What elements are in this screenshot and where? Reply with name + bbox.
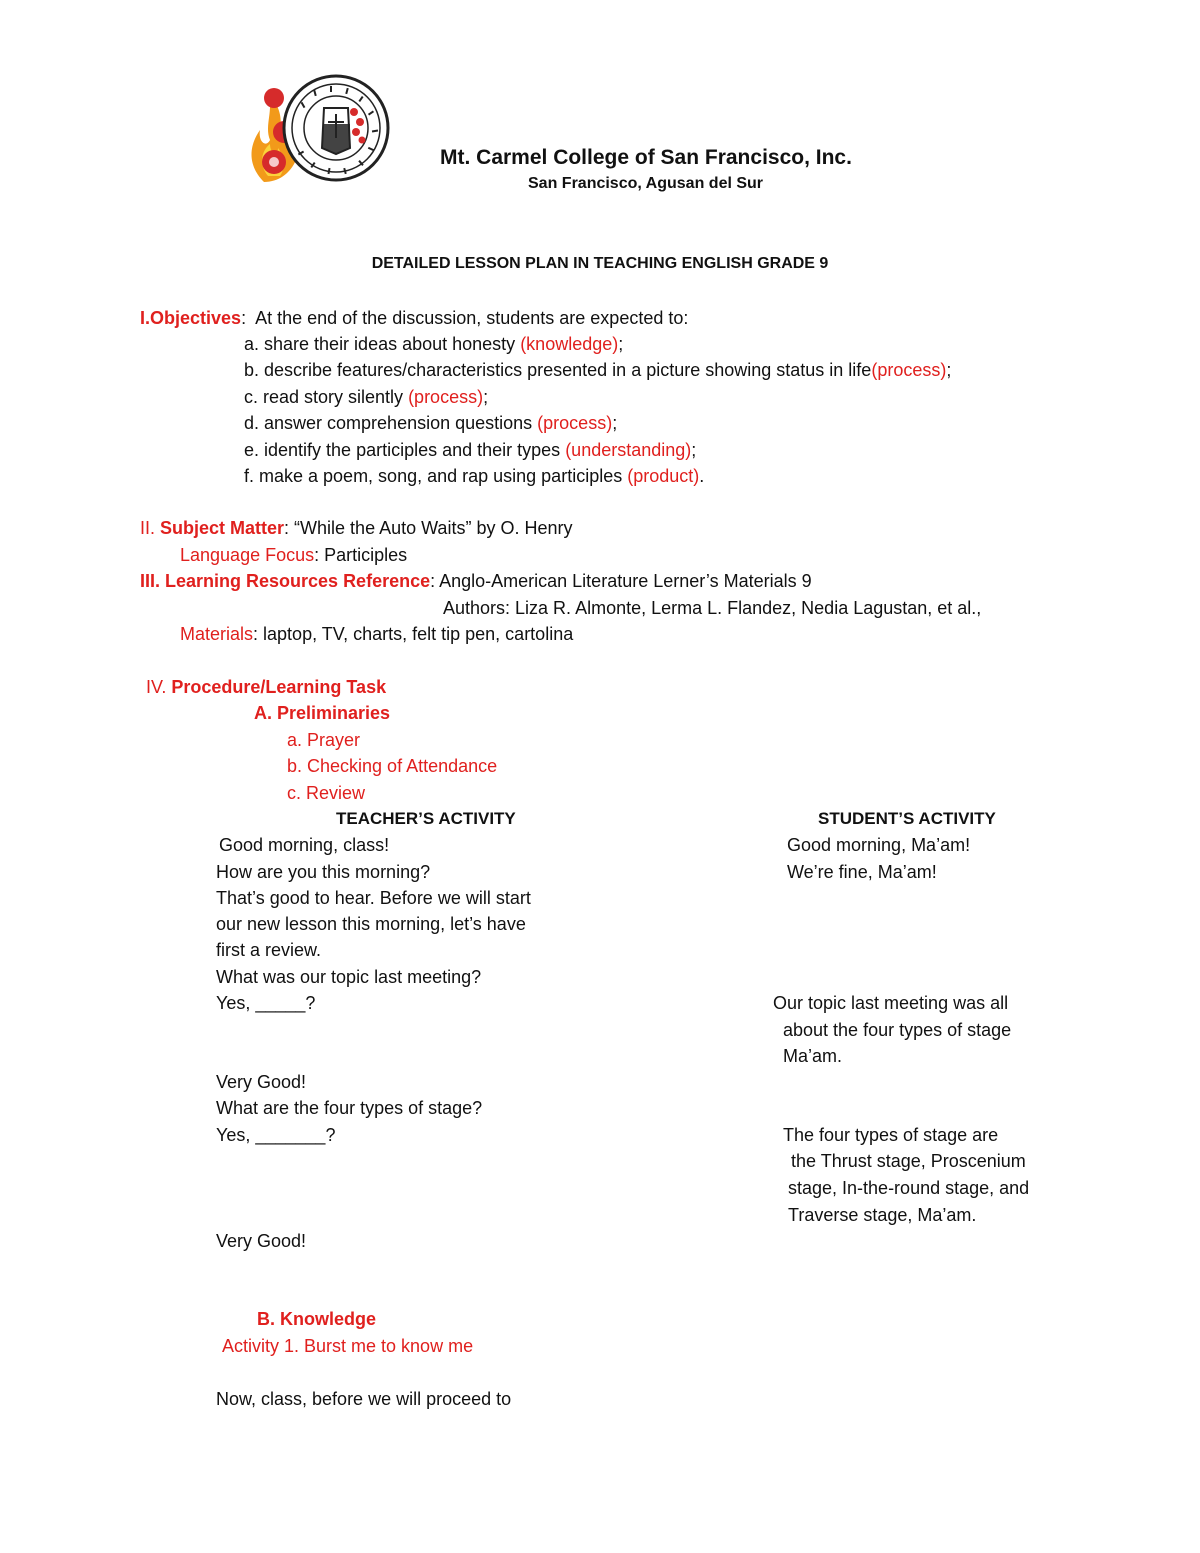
preliminaries-heading: A. Preliminaries (254, 703, 391, 723)
objective-text: d. answer comprehension questions (244, 413, 538, 433)
objective-end: ; (618, 334, 624, 354)
resources-value: : Anglo-American Literature Lerner’s Materials 9 (430, 571, 812, 591)
preliminary-item: c. Review (287, 783, 366, 803)
objective-tag: (product) (627, 466, 700, 486)
preliminary-item: b. Checking of Attendance (287, 756, 498, 776)
subject-matter-value: : “While the Auto Waits” by O. Henry (284, 518, 573, 538)
school-name: Mt. Carmel College of San Francisco, Inc. (440, 146, 852, 169)
objective-end: ; (691, 440, 697, 460)
school-address: San Francisco, Agusan del Sur (528, 175, 764, 192)
document-title: DETAILED LESSON PLAN IN TEACHING ENGLISH GRADE 9 (371, 255, 829, 272)
student-activity-heading: STUDENT’S ACTIVITY (818, 809, 996, 828)
objective-text: b. describe features/characteristics presented in a picture showing status in life (244, 360, 872, 380)
objective-item (244, 361, 951, 379)
school-seal-logo (244, 64, 394, 188)
language-focus-line (180, 546, 407, 564)
procedure-numeral: IV. (146, 677, 172, 697)
subject-matter-line (140, 519, 572, 537)
subject-matter-label: Subject Matter (160, 518, 285, 538)
objective-end: ; (946, 360, 952, 380)
objective-tag: (understanding) (565, 440, 692, 460)
objective-item (244, 441, 696, 459)
objective-text: e. identify the participles and their types (244, 440, 566, 460)
student-line: The four types of stage are (783, 1125, 999, 1145)
activity-1-title: Activity 1. Burst me to know me (222, 1336, 474, 1356)
teacher-line: Yes, _____? (216, 993, 316, 1013)
objective-text: a. share their ideas about honesty (244, 334, 521, 354)
procedure-label: Procedure/Learning Task (171, 677, 387, 697)
teacher-activity-heading: TEACHER’S ACTIVITY (336, 809, 516, 828)
objective-item (244, 388, 488, 406)
objective-tag: (process) (871, 360, 947, 380)
teacher-line: first a review. (216, 940, 322, 960)
objective-item (244, 335, 623, 353)
objectives-colon: : (241, 308, 247, 328)
objectives-heading-line (140, 309, 688, 327)
subject-matter-numeral: II. (140, 518, 161, 538)
objective-tag: (knowledge) (520, 334, 619, 354)
student-line: Good morning, Ma’am! (787, 835, 971, 855)
materials-line (180, 625, 573, 643)
teacher-line: Very Good! (216, 1231, 307, 1251)
student-line: stage, In-the-round stage, and (788, 1178, 1030, 1198)
objective-end: ; (612, 413, 618, 433)
objective-text: f. make a poem, song, and rap using participles (244, 466, 628, 486)
resources-authors: Authors: Liza R. Almonte, Lerma L. Flandez, Nedia Lagustan, et al., (443, 598, 982, 618)
student-line: Ma’am. (783, 1046, 843, 1066)
teacher-line: What was our topic last meeting? (216, 967, 482, 987)
student-line: Traverse stage, Ma’am. (788, 1205, 977, 1225)
teacher-line: What are the four types of stage? (216, 1098, 483, 1118)
language-focus-label: Language Focus (180, 545, 315, 565)
objective-text: c. read story silently (244, 387, 409, 407)
teacher-line: Very Good! (216, 1072, 307, 1092)
knowledge-heading: B. Knowledge (257, 1309, 377, 1329)
preliminary-item: a. Prayer (287, 730, 361, 750)
procedure-heading-line (146, 678, 386, 696)
language-focus-value: : Participles (314, 545, 408, 565)
teacher-line: Good morning, class! (219, 835, 390, 855)
objective-item (244, 467, 704, 485)
resources-label: III. Learning Resources Reference (140, 571, 431, 591)
objective-end: . (699, 466, 705, 486)
closing-line: Now, class, before we will proceed to (216, 1389, 512, 1409)
objective-item (244, 414, 617, 432)
materials-label: Materials (180, 624, 254, 644)
objective-end: ; (483, 387, 489, 407)
objective-tag: (process) (408, 387, 484, 407)
student-line: We’re fine, Ma’am! (787, 862, 937, 882)
student-line: the Thrust stage, Proscenium (791, 1151, 1026, 1171)
student-line: about the four types of stage (783, 1020, 1012, 1040)
teacher-line: Yes, _______? (216, 1125, 336, 1145)
objectives-intro: At the end of the discussion, students are expected to: (246, 308, 689, 328)
teacher-line: our new lesson this morning, let’s have (216, 914, 526, 934)
teacher-line: How are you this morning? (216, 862, 431, 882)
resources-line (140, 572, 812, 590)
objectives-label: I.Objectives (140, 308, 242, 328)
student-line: Our topic last meeting was all (773, 993, 1009, 1013)
teacher-line: That’s good to hear. Before we will start (216, 888, 531, 908)
materials-value: : laptop, TV, charts, felt tip pen, cartolina (253, 624, 574, 644)
objective-tag: (process) (537, 413, 613, 433)
